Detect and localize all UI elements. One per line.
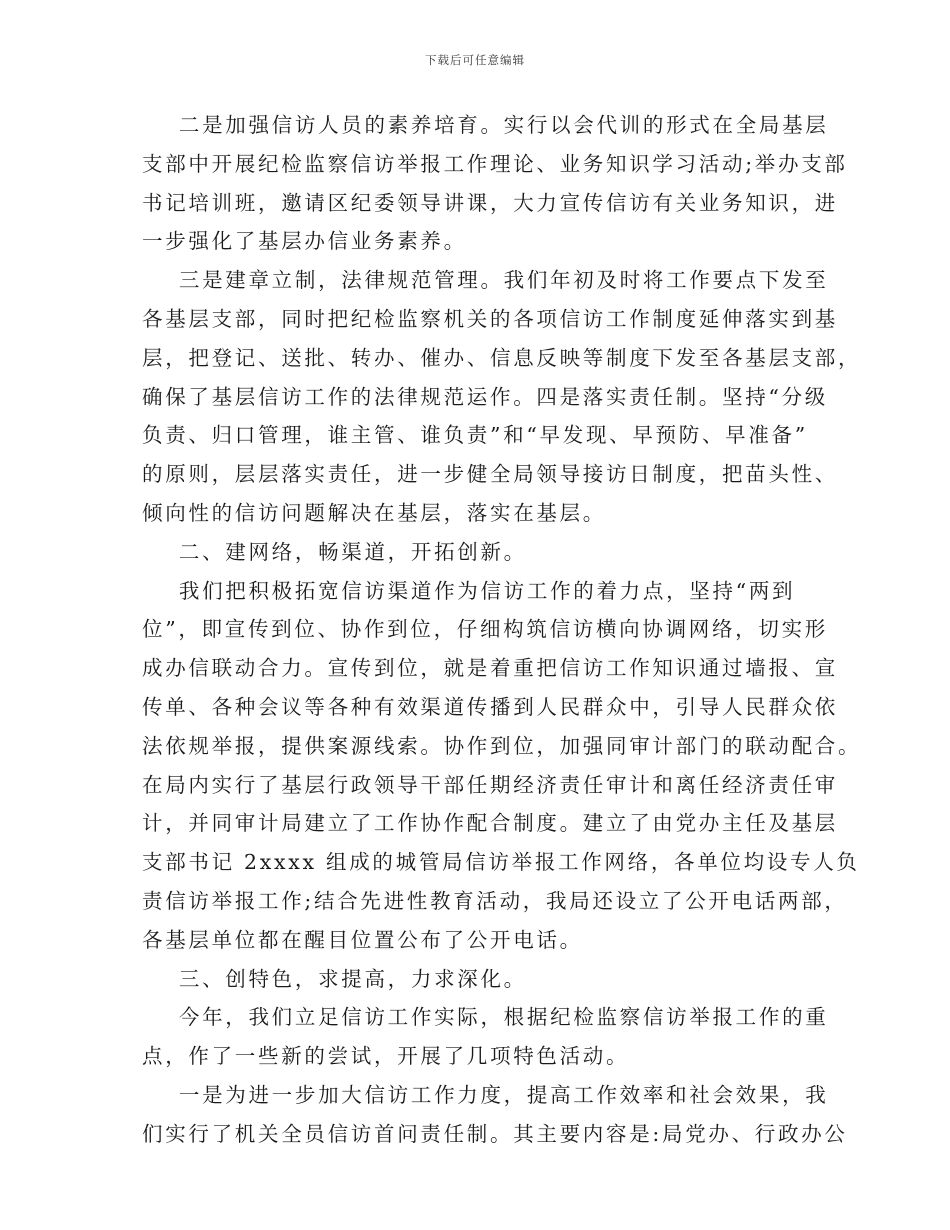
text-line: 计，并同审计局建立了工作协作配合制度。建立了由党办主任及基层: [142, 811, 838, 836]
text-line: 确保了基层信访工作的法律规范运作。四是落实责任制。坚持“分级: [142, 384, 828, 409]
page-header: 下载后可任意编辑: [425, 53, 525, 67]
text-line: 位”，即宣传到位、协作到位，仔细构筑信访横向协调网络，切实形: [142, 617, 828, 642]
text-line: 三是建章立制，法律规范管理。我们年初及时将工作要点下发至: [142, 268, 829, 293]
text-line: 传单、各种会议等各种有效渠道传播到人民群众中，引导人民群众依: [142, 694, 838, 719]
text-line: 负责、归口管理，谁主管、谁负责”和“早发现、早预防、早准备”: [142, 423, 808, 448]
text-line: 在局内实行了基层行政领导干部任期经济责任审计和离任经济责任审: [142, 772, 838, 797]
text-line: 责信访举报工作;结合先进性教育活动，我局还设立了公开电话两部，: [142, 888, 848, 913]
text-line: 们实行了机关全员信访首问责任制。其主要内容是:局党办、行政办公: [142, 1121, 848, 1146]
document-body: [142, 106, 862, 1154]
text-line: 法依规举报，提供案源线索。协作到位，加强同审计部门的联动配合。: [142, 733, 862, 758]
text-line: 支部中开展纪检监察信访举报工作理论、业务知识学习活动;举办支部: [142, 151, 848, 176]
text-line: 一是为进一步加大信访工作力度，提高工作效率和社会效果，我: [142, 1082, 829, 1107]
text-line: 层，把登记、送批、转办、催办、信息反映等制度下发至各基层支部，: [142, 345, 862, 370]
text-line: 二是加强信访人员的素养培育。实行以会代训的形式在全局基层: [142, 113, 829, 137]
text-line: 各基层单位都在醒目位置公布了公开电话。: [142, 927, 583, 952]
section-heading: 二、建网络，畅渠道，开拓创新。: [142, 539, 527, 564]
text-line: 今年，我们立足信访工作实际，根据纪检监察信访举报工作的重: [142, 1005, 829, 1030]
text-line: 支部书记 2xxxx 组成的城管局信访举报工作网络，各单位均设专人负: [142, 850, 860, 875]
text-line: 成办信联动合力。宣传到位，就是着重把信访工作知识通过墙报、宣: [142, 656, 838, 681]
text-line: 各基层支部，同时把纪检监察机关的各项信访工作制度延伸落实到基: [142, 306, 838, 331]
text-line: 点，作了一些新的尝试，开展了几项特色活动。: [142, 1044, 630, 1069]
text-line: 书记培训班，邀请区纪委领导讲课，大力宣传信访有关业务知识，进: [142, 190, 838, 215]
text-line: 一步强化了基层办信业务素养。: [142, 229, 467, 254]
section-heading: 三、创特色，求提高，力求深化。: [142, 966, 527, 991]
text-line: 倾向性的信访问题解决在基层，落实在基层。: [142, 500, 606, 525]
text-line: 的原则，层层落实责任，进一步健全局领导接访日制度，把苗头性、: [142, 462, 838, 487]
text-line: 我们把积极拓宽信访渠道作为信访工作的着力点，坚持“两到: [142, 578, 796, 603]
